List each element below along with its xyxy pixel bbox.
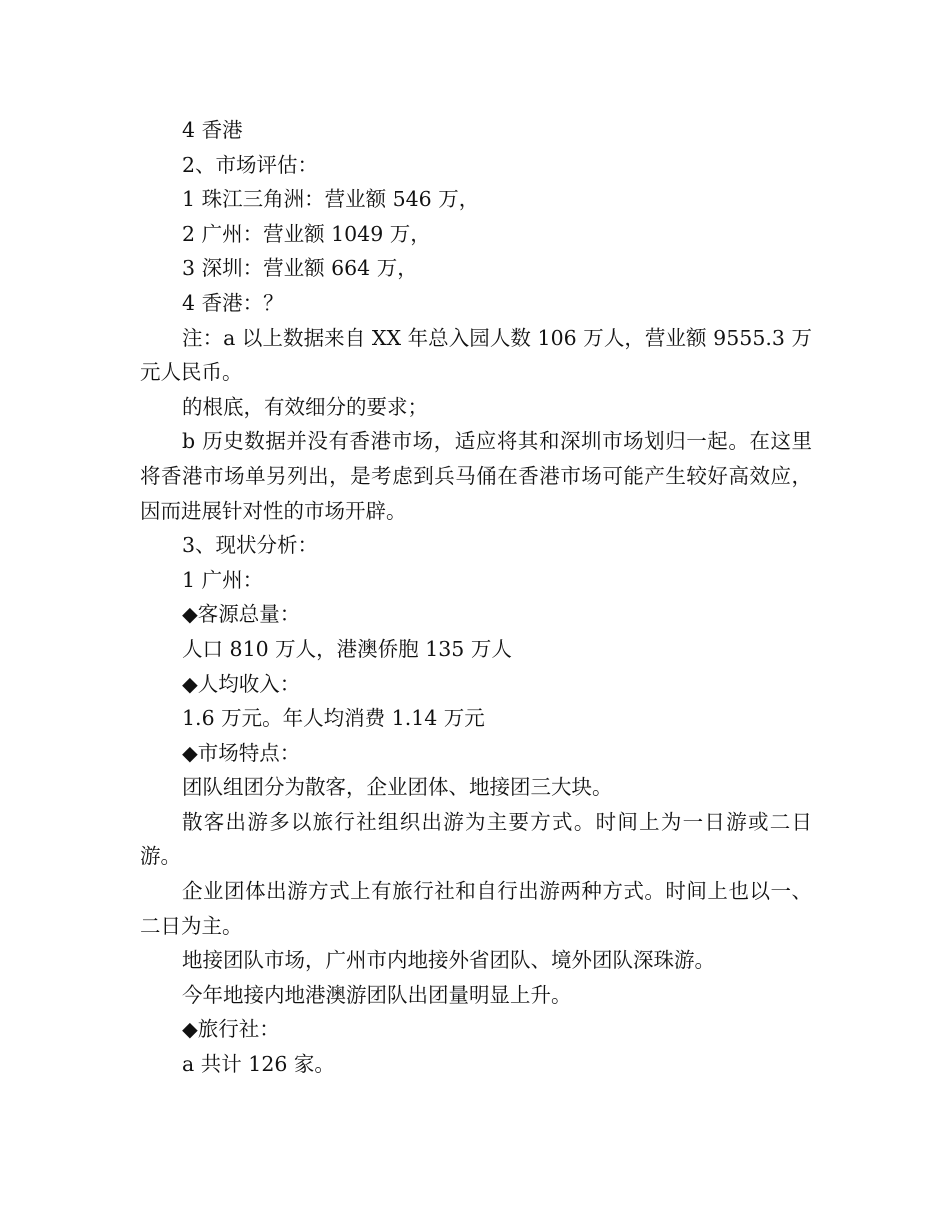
paragraph: 今年地接内地港澳游团队出团量明显上升。 bbox=[182, 982, 572, 1007]
paragraph: 1.6 万元。年人均消费 1.14 万元 bbox=[182, 706, 485, 731]
paragraph: a 共计 126 家。 bbox=[182, 1052, 335, 1077]
bullet-heading: ◆人均收入： bbox=[182, 671, 301, 696]
note-paragraph: 注：a 以上数据来自 XX 年总入园人数 106 万人，营业额 9555.3 万元人民币。 bbox=[140, 325, 812, 385]
paragraph: 2 广州：营业额 1049 万， bbox=[182, 221, 431, 246]
paragraph: 人口 810 万人，港澳侨胞 135 万人 bbox=[182, 636, 512, 661]
paragraph: 的根底，有效细分的要求； bbox=[182, 394, 429, 419]
paragraph: 团队组团分为散客，企业团体、地接团三大块。 bbox=[182, 775, 613, 800]
bullet-heading: ◆市场特点： bbox=[182, 740, 301, 765]
note-paragraph: b 历史数据并没有香港市场，适应将其和深圳市场划归一起。在这里将香港市场单另列出，是考虑到兵马俑在香港市场可能产生较好高效应，因而进展针对性的市场开辟。 bbox=[140, 429, 812, 523]
section-heading: 2、市场评估： bbox=[182, 152, 319, 177]
paragraph: 4 香港 bbox=[182, 118, 243, 142]
bullet-heading: ◆旅行社： bbox=[182, 1017, 280, 1042]
paragraph: 3 深圳：营业额 664 万， bbox=[182, 256, 418, 281]
paragraph: 1 珠江三角洲：营业额 546 万， bbox=[182, 187, 480, 212]
paragraph: 1 广州： bbox=[182, 567, 264, 592]
paragraph: 4 香港：？ bbox=[182, 290, 284, 315]
section-heading: 3、现状分析： bbox=[182, 533, 319, 558]
document-body bbox=[140, 113, 812, 1082]
bullet-heading: ◆客源总量： bbox=[182, 602, 301, 627]
paragraph: 企业团体出游方式上有旅行社和自行出游两种方式。时间上也以一、二日为主。 bbox=[140, 879, 812, 938]
paragraph: 散客出游多以旅行社组织出游为主要方式。时间上为一日游或二日游。 bbox=[140, 809, 812, 869]
paragraph: 地接团队市场，广州市内地接外省团队、境外团队深珠游。 bbox=[182, 948, 716, 973]
